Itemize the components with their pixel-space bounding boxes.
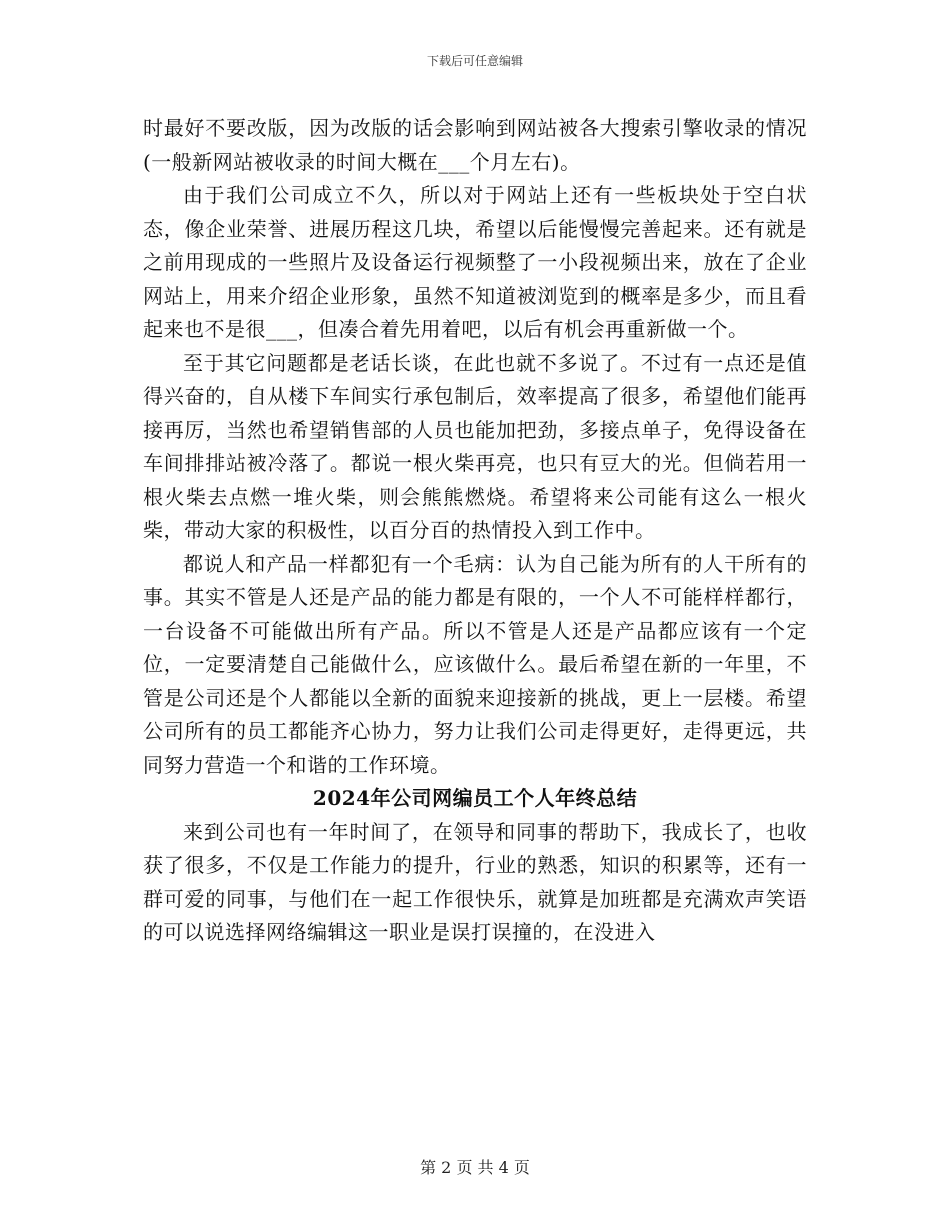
paragraph: 来到公司也有一年时间了，在领导和同事的帮助下，我成长了，也收获了很多，不仅是工作能力的提升，行业的熟悉，知识的积累等，还有一群可爱的同事，与他们在一起工作很快乐，就算是加班都是充满欢声笑语的可以说选择网络编辑这一职业是误打误撞的，在没进入 bbox=[143, 819, 807, 944]
paragraph: 都说人和产品一样都犯有一个毛病：认为自己能为所有的人干所有的事。其实不管是人还是产品的能力都是有限的，一个人不可能样样都行，一台设备不可能做出所有产品。所以不管是人还是产品都应该有一个定位，一定要清楚自己能做什么，应该做什么。最后希望在新的一年里，不管是公司还是个人都能以全新的面貌来迎接新的挑战，更上一层楼。希望公司所有的员工都能齐心协力，努力让我们公司走得更好，走得更远，共同努力营造一个和谐的工作环境。 bbox=[143, 551, 807, 777]
section-title: 2024年公司网编员工个人年终总结 bbox=[312, 786, 638, 810]
paragraph-continued: 时最好不要改版，因为改版的话会影响到网站被各大搜索引擎收录的情况(一般新网站被收录的时间大概在___个月左右)。 bbox=[143, 116, 807, 174]
page-header-note: 下载后可任意编辑 bbox=[426, 54, 523, 68]
paragraph: 至于其它问题都是老话长谈，在此也就不多说了。不过有一点还是值得兴奋的，自从楼下车间实行承包制后，效率提高了很多，希望他们能再接再厉，当然也希望销售部的人员也能加把劲，多接点单子，免得设备在车间排排站被冷落了。都说一根火柴再亮，也只有豆大的光。但倘若用一根火柴去点燃一堆火柴，则会熊熊燃烧。希望将来公司能有这么一根火柴，带动大家的积极性，以百分百的热情投入到工作中。 bbox=[143, 350, 807, 542]
paragraph: 由于我们公司成立不久，所以对于网站上还有一些板块处于空白状态，像企业荣誉、进展历程这几块，希望以后能慢慢完善起来。还有就是之前用现成的一些照片及设备运行视频整了一小段视频出来，放在了企业网站上，用来介绍企业形象，虽然不知道被浏览到的概率是多少，而且看起来也不是很___，但凑合着先用着吧，以后有机会再重新做一个。 bbox=[143, 183, 807, 341]
document-body bbox=[143, 112, 807, 950]
page-number-footer: 第 2 页 共 4 页 bbox=[420, 1158, 530, 1177]
